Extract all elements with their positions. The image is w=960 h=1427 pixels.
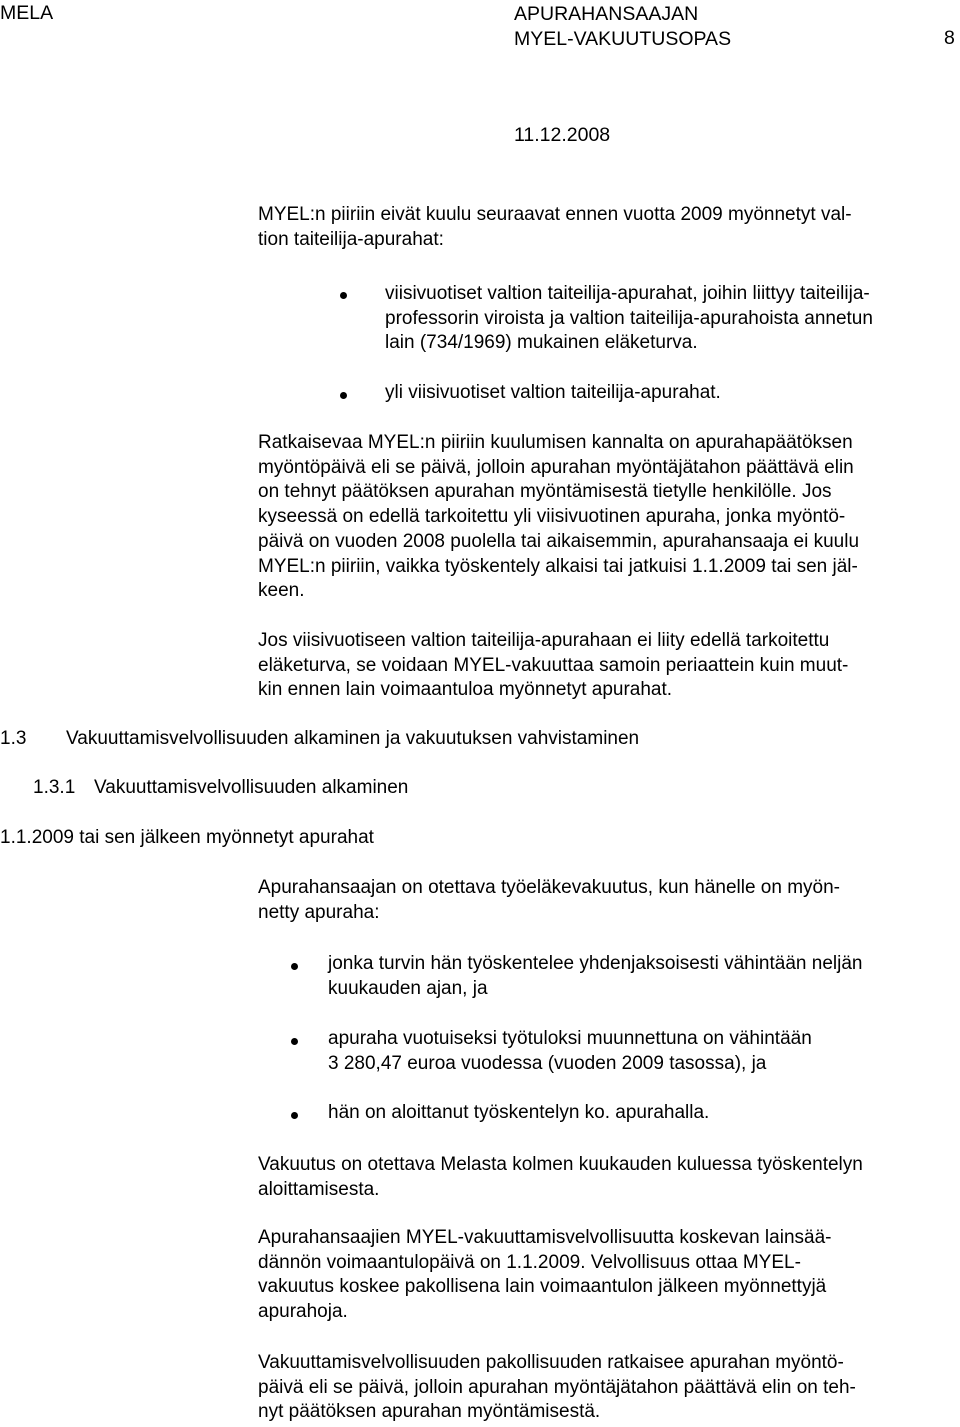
bullet-icon xyxy=(340,392,347,399)
obligation-paragraph xyxy=(258,1351,948,1425)
document-title-line1: APURAHANSAAJAN xyxy=(514,3,699,25)
list-item xyxy=(385,282,960,356)
text-line: dännön voimaantulopäivä on 1.1.2009. Velvollisuus ottaa MYEL- xyxy=(258,1251,801,1273)
text-line: MYEL:n piiriin, vaikka työskentely alkaisi tai jatkuisi 1.1.2009 tai sen jäl- xyxy=(258,555,858,577)
text-line: viisivuotiset valtion taiteilija-apurahat, joihin liittyy taiteilija- xyxy=(385,283,870,304)
list-item xyxy=(328,1027,960,1076)
section-title: Vakuuttamisvelvollisuuden alkaminen ja vakuutuksen vahvistaminen xyxy=(66,728,640,749)
text-line: vakuutus koskee pakollisena lain voimaantulon jälkeen myönnettyjä xyxy=(258,1276,827,1298)
must-insure-paragraph xyxy=(258,876,948,925)
document-title-line2: MYEL-VAKUUTUSOPAS xyxy=(514,28,732,50)
subheading: 1.1.2009 tai sen jälkeen myönnetyt apurahat xyxy=(0,827,374,848)
page-number: 8 xyxy=(944,27,955,49)
text-line: Apurahansaajien MYEL-vakuuttamisvelvollisuutta koskevan lainsää- xyxy=(258,1227,832,1248)
text-line: myöntöpäivä eli se päivä, jolloin apurahan myöntäjätahon päättävä elin xyxy=(258,456,854,478)
text-line: kuukauden ajan, ja xyxy=(328,977,488,999)
text-line: tion taiteilija-apurahat: xyxy=(258,228,444,250)
text-line: Vakuuttamisvelvollisuuden pakollisuuden ratkaisee apurahan myöntö- xyxy=(258,1352,844,1373)
document-date: 11.12.2008 xyxy=(514,124,611,146)
text-line: Vakuutus on otettava Melasta kolmen kuukauden kuluessa työskentelyn xyxy=(258,1154,863,1175)
melasta-paragraph xyxy=(258,1153,948,1202)
text-line: MYEL:n piiriin eivät kuulu seuraavat ennen vuotta 2009 myönnetyt val- xyxy=(258,204,852,225)
text-line: apuraha vuotuiseksi työtuloksi muunnettuna on vähintään xyxy=(328,1028,812,1049)
intro-paragraph xyxy=(258,203,948,252)
text-line: päivä on vuoden 2008 puolella tai aikaisemmin, apurahansaaja ei kuulu xyxy=(258,530,860,552)
bullet-icon xyxy=(340,292,347,299)
org-name: MELA xyxy=(0,2,54,24)
bullet-icon xyxy=(291,1112,298,1119)
text-line: Apurahansaajan on otettava työeläkevakuutus, kun hänelle on myön- xyxy=(258,877,841,898)
bullet-icon xyxy=(291,1038,298,1045)
document-title xyxy=(514,2,731,52)
text-line: professorin viroista ja valtion taiteilija-apurahoista annetun xyxy=(385,307,873,329)
bullet-icon xyxy=(291,963,298,970)
text-line: nyt päätöksen apurahan myöntämisestä. xyxy=(258,1401,601,1423)
five-year-paragraph xyxy=(258,629,948,703)
text-line: keen. xyxy=(258,580,305,602)
text-line: lain (734/1969) mukainen eläketurva. xyxy=(385,332,698,354)
text-line: päivä eli se päivä, jolloin apurahan myöntäjätahon päättävä elin on teh- xyxy=(258,1376,856,1398)
text-line: 3 280,47 euroa vuodessa (vuoden 2009 tasossa), ja xyxy=(328,1052,767,1074)
list-item xyxy=(328,952,960,1001)
section-title: Vakuuttamisvelvollisuuden alkaminen xyxy=(94,777,409,798)
text-line: yli viisivuotiset valtion taiteilija-apurahat. xyxy=(385,382,721,403)
text-line: on tehnyt päätöksen apurahan myöntämisestä tietylle henkilölle. Jos xyxy=(258,481,832,503)
list-item xyxy=(328,1101,960,1126)
section-number: 1.3.1 xyxy=(33,777,76,798)
text-line: apurahoja. xyxy=(258,1301,348,1323)
text-line: kyseessä on edellä tarkoitettu yli viisivuotinen apuraha, jonka myöntö- xyxy=(258,506,846,528)
text-line: aloittamisesta. xyxy=(258,1178,380,1200)
section-number: 1.3 xyxy=(0,728,27,749)
text-line: Ratkaisevaa MYEL:n piiriin kuulumisen kannalta on apurahapäätöksen xyxy=(258,432,853,453)
effective-date-paragraph xyxy=(258,1226,948,1325)
text-line: kin ennen lain voimaantuloa myönnetyt apurahat. xyxy=(258,679,673,701)
section-heading-1-3 xyxy=(0,728,640,750)
text-line: hän on aloittanut työskentelyn ko. apurahalla. xyxy=(328,1102,710,1123)
text-line: eläketurva, se voidaan MYEL-vakuuttaa samoin periaattein kuin muut- xyxy=(258,654,849,676)
text-line: netty apuraha: xyxy=(258,901,380,923)
text-line: jonka turvin hän työskentelee yhdenjaksoisesti vähintään neljän xyxy=(328,953,863,974)
list-item xyxy=(385,381,960,406)
section-heading-1-3-1 xyxy=(33,777,409,799)
text-line: Jos viisivuotiseen valtion taiteilija-apurahaan ei liity edellä tarkoitettu xyxy=(258,630,830,651)
decisive-paragraph xyxy=(258,431,948,604)
